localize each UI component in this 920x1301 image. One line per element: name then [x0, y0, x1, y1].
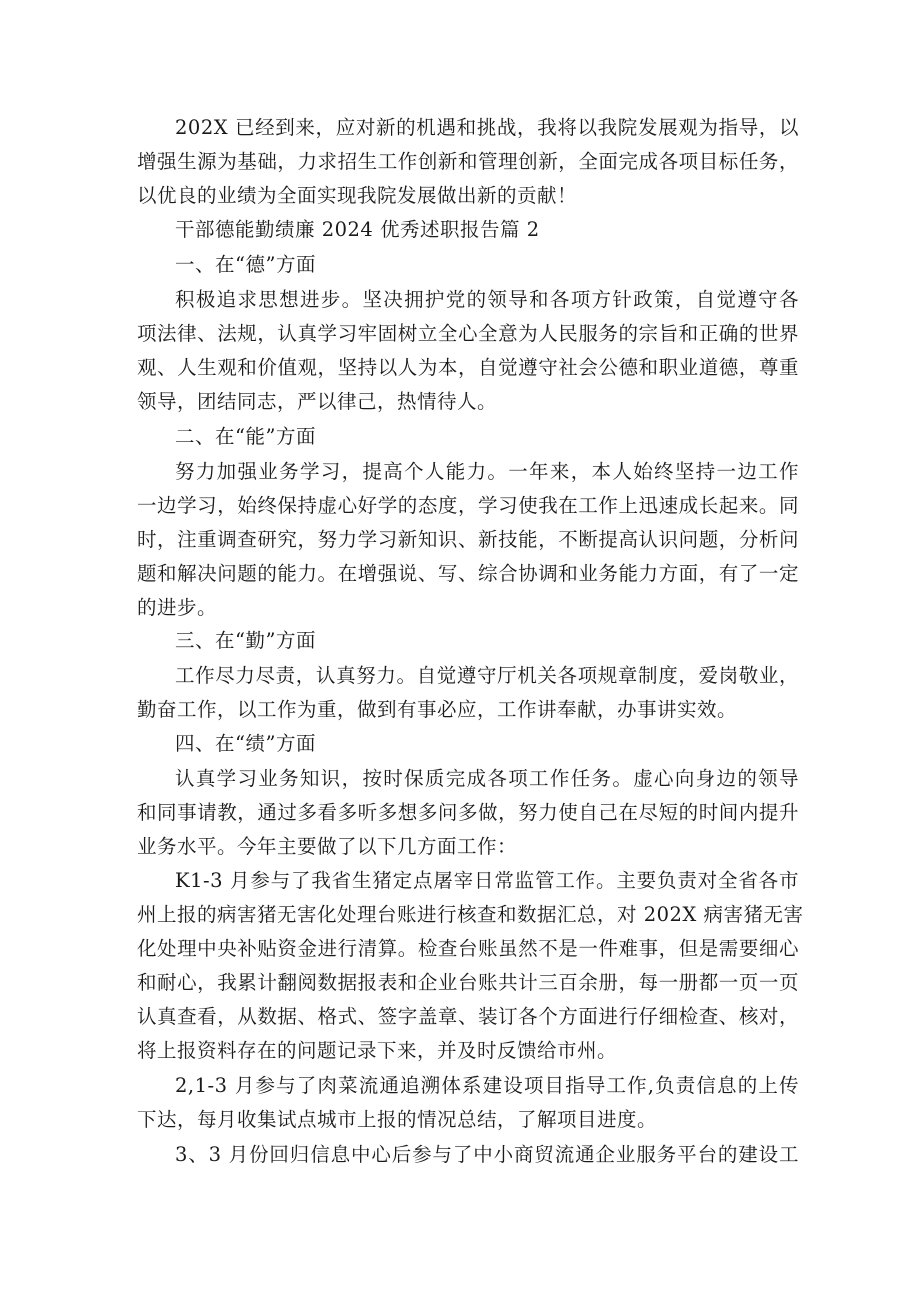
- paragraph-line: 以优良的业绩为全面实现我院发展做出新的贡献！: [137, 184, 578, 207]
- subsection-heading: 一、在“德”方面: [175, 253, 316, 276]
- paragraph-line: 工作尽力尽责，认真努力。自觉遵守厅机关各项规章制度，爱岗敬业，: [175, 664, 799, 687]
- paragraph-line: 将上报资料存在的问题记录下来，并及时反馈给市州。: [137, 1039, 618, 1062]
- paragraph-line: 题和解决问题的能力。在增强说、写、综合协调和业务能力方面，有了一定: [137, 562, 799, 585]
- paragraph-line: 3、3 月份回归信息中心后参与了中小商贸流通企业服务平台的建设工: [175, 1143, 799, 1166]
- paragraph-line: 增强生源为基础，力求招生工作创新和管理创新，全面完成各项目标任务，: [137, 150, 799, 173]
- subsection-heading: 三、在“勤”方面: [175, 629, 316, 652]
- paragraph-line: 时，注重调查研究，努力学习新知识、新技能，不断提高认识问题，分析问: [137, 528, 799, 551]
- section-heading: 干部德能勤绩廉 2024 优秀述职报告篇 2: [175, 218, 540, 241]
- paragraph-line: 州上报的病害猪无害化处理台账进行核查和数据汇总，对 202X 病害猪无害: [137, 903, 804, 926]
- paragraph-line: K1-3 月参与了我省生猪定点屠宰日常监管工作。主要负责对全省各市: [175, 869, 799, 892]
- paragraph-line: 勤奋工作，以工作为重，做到有事必应，工作讲奉献，办事讲实效。: [137, 698, 738, 721]
- paragraph-line: 的进步。: [137, 596, 218, 619]
- subsection-heading: 二、在“能”方面: [175, 425, 316, 448]
- paragraph-line: 和耐心，我累计翻阅数据报表和企业台账共计三百余册，每一册都一页一页: [137, 971, 799, 994]
- paragraph-line: 观、人生观和价值观，坚持以人为本，自觉遵守社会公德和职业道德，尊重: [137, 356, 799, 379]
- paragraph-line: 领导，团结同志，严以律己，热情待人。: [137, 390, 498, 413]
- paragraph-line: 202X 已经到来，应对新的机遇和挑战，我将以我院发展观为指导，以: [175, 116, 799, 139]
- paragraph-line: 化处理中央补贴资金进行清算。检查台账虽然不是一件难事，但是需要细心: [137, 937, 799, 960]
- paragraph-line: 项法律、法规，认真学习牢固树立全心全意为人民服务的宗旨和正确的世界: [137, 322, 799, 345]
- paragraph-line: 和同事请教，通过多看多听多想多问多做，努力使自己在尽短的时间内提升: [137, 801, 799, 824]
- paragraph-line: 认真查看，从数据、格式、签字盖章、装订各个方面进行仔细检查、核对，: [137, 1005, 799, 1028]
- paragraph-line: 一边学习，始终保持虚心好学的态度，学习使我在工作上迅速成长起来。同: [137, 494, 799, 517]
- paragraph-line: 下达，每月收集试点城市上报的情况总结，了解项目进度。: [137, 1108, 658, 1131]
- paragraph-line: 积极追求思想进步。坚决拥护党的领导和各项方针政策，自觉遵守各: [175, 288, 799, 311]
- subsection-heading: 四、在“绩”方面: [175, 732, 316, 755]
- paragraph-line: 2,1-3 月参与了肉菜流通追溯体系建设项目指导工作,负责信息的上传: [175, 1074, 799, 1097]
- paragraph-line: 努力加强业务学习，提高个人能力。一年来，本人始终坚持一边工作: [175, 460, 799, 483]
- paragraph-line: 业务水平。今年主要做了以下几方面工作：: [137, 835, 518, 858]
- paragraph-line: 认真学习业务知识，按时保质完成各项工作任务。虚心向身边的领导: [175, 767, 799, 790]
